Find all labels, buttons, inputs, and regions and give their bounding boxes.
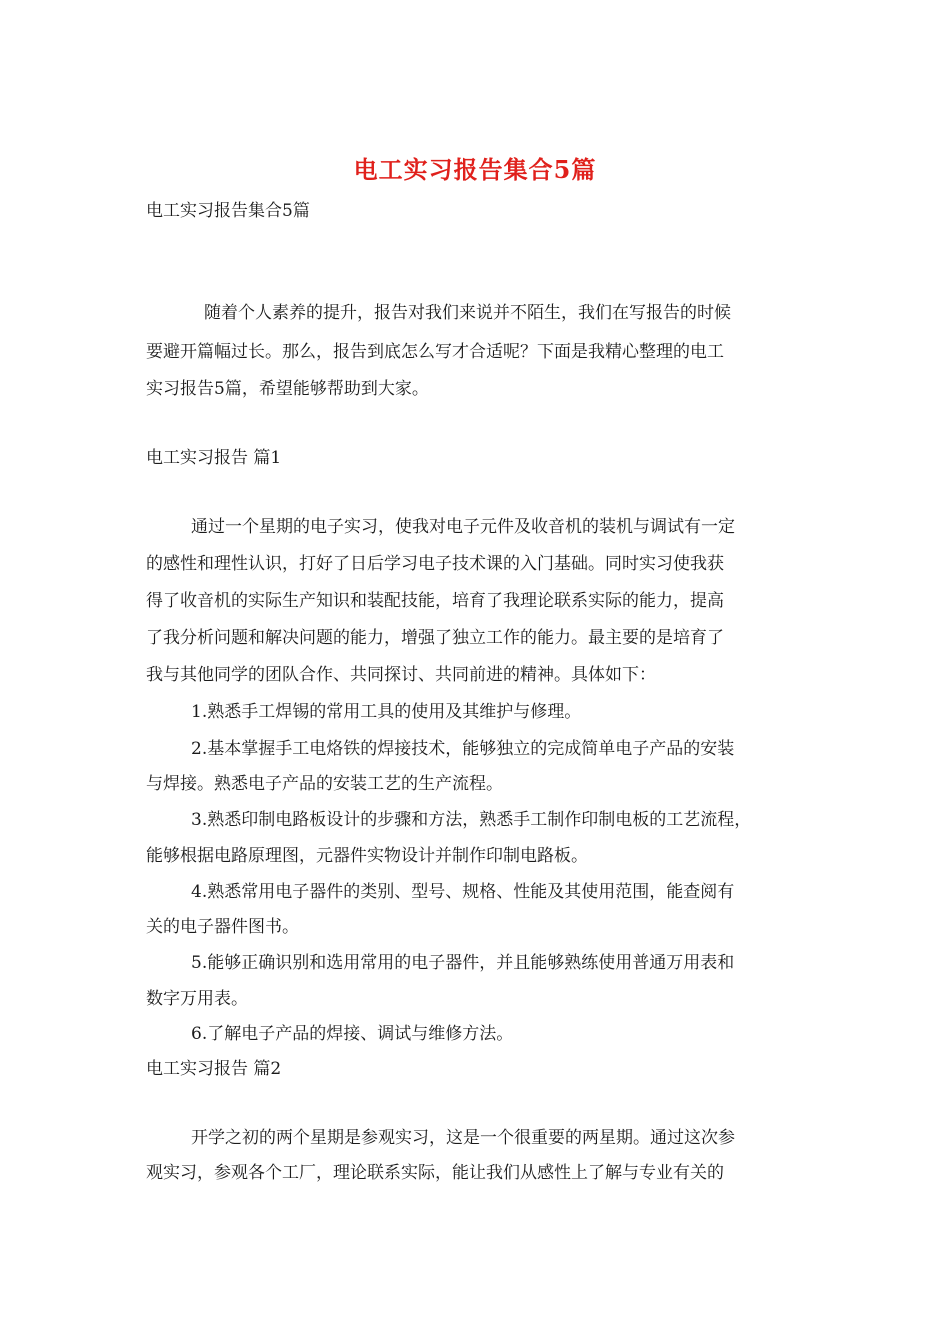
paragraph-line: 通过一个星期的电子实习，使我对电子元件及收音机的装机与调试有一定 [191,517,735,537]
intro-line: 实习报告5篇，希望能够帮助到大家。 [146,379,429,399]
paragraph-line: 开学之初的两个星期是参观实习，这是一个很重要的两星期。通过这次参 [191,1128,735,1148]
paragraph-line: 了我分析问题和解决问题的能力，增强了独立工作的能力。最主要的是培育了 [146,628,724,648]
section-heading: 电工实习报告 篇2 [146,1059,282,1079]
intro-line: 随着个人素养的提升，报告对我们来说并不陌生，我们在写报告的时候 [204,303,731,323]
intro-line: 要避开篇幅过长。那么，报告到底怎么写才合适呢？下面是我精心整理的电工 [146,342,724,362]
list-item: 2.基本掌握手工电烙铁的焊接技术，能够独立的完成简单电子产品的安装 [191,739,735,759]
list-item-continuation: 关的电子器件图书。 [146,917,299,937]
list-item: 5.能够正确识别和选用常用的电子器件，并且能够熟练使用普通万用表和 [191,953,735,973]
list-item-continuation: 数字万用表。 [146,989,248,1009]
paragraph-line: 得了收音机的实际生产知识和装配技能，培育了我理论联系实际的能力，提高 [146,591,724,611]
list-item: 6.了解电子产品的焊接、调试与维修方法。 [191,1024,514,1044]
document-title: 电工实习报告集合5篇 [353,155,597,184]
list-item-continuation: 能够根据电路原理图，元器件实物设计并制作印制电路板。 [146,846,588,866]
list-item: 1.熟悉手工焊锡的常用工具的使用及其维护与修理。 [191,702,582,722]
paragraph-line: 我与其他同学的团队合作、共同探讨、共同前进的精神。具体如下： [146,665,656,685]
list-item: 4.熟悉常用电子器件的类别、型号、规格、性能及其使用范围，能查阅有 [191,882,735,902]
list-item-continuation: 与焊接。熟悉电子产品的安装工艺的生产流程。 [146,774,503,794]
list-item: 3.熟悉印制电路板设计的步骤和方法，熟悉手工制作印制电板的工艺流程， [191,810,752,830]
paragraph-line: 的感性和理性认识，打好了日后学习电子技术课的入门基础。同时实习使我获 [146,554,724,574]
document-subtitle: 电工实习报告集合5篇 [146,201,310,221]
section-heading: 电工实习报告 篇1 [146,448,282,468]
paragraph-line: 观实习，参观各个工厂，理论联系实际，能让我们从感性上了解与专业有关的 [146,1163,724,1183]
